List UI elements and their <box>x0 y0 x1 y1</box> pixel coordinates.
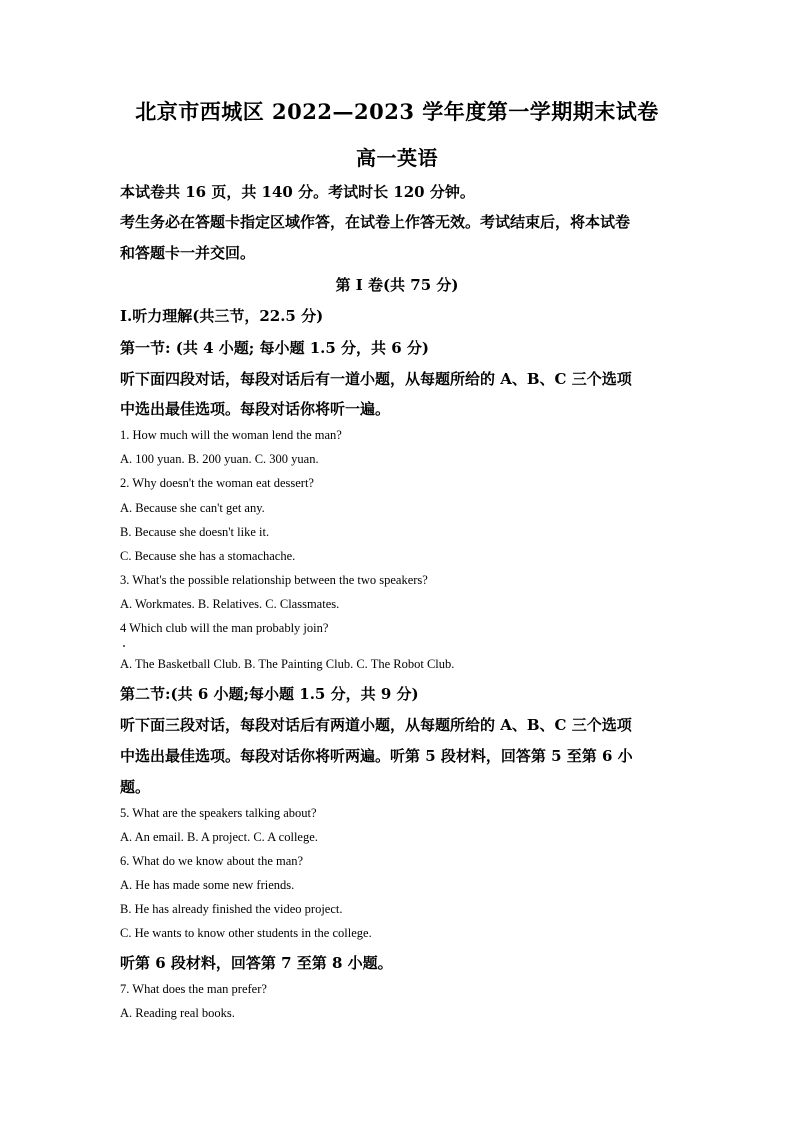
section1-instruction-2: 中选出最佳选项。每段对话你将听一遍。 <box>120 400 391 418</box>
question-2: 2. Why doesn't the woman eat dessert? <box>120 476 314 490</box>
question-6-option-b: B. He has already finished the video project. <box>120 902 343 916</box>
question-3: 3. What's the possible relationship between the two speakers? <box>120 573 428 587</box>
section2-heading: 第二节:(共 6 小题;每小题 1.5 分，共 9 分) <box>120 685 419 703</box>
question-2-option-c: C. Because she has a stomachache. <box>120 549 296 563</box>
question-4: 4 Which club will the man probably join? <box>120 621 329 635</box>
volume-label: 第 I 卷(共 75 分) <box>335 276 459 294</box>
section1-instruction-1: 听下面四段对话，每段对话后有一道小题，从每题所给的 A、B、C 三个选项 <box>120 370 632 388</box>
question-5: 5. What are the speakers talking about? <box>120 806 317 820</box>
question-1: 1. How much will the woman lend the man? <box>120 428 342 442</box>
part1-heading: Ⅰ.听力理解(共三节，22.5 分) <box>120 307 324 325</box>
intro-line-1: 本试卷共 16 页，共 140 分。考试时长 120 分钟。 <box>120 183 475 201</box>
exam-subject: 高一英语 <box>356 146 438 170</box>
question-2-option-a: A. Because she can't get any. <box>120 501 265 515</box>
question-6-option-a: A. He has made some new friends. <box>120 878 295 892</box>
section2-sub-instruction: 听第 6 段材料，回答第 7 至第 8 小题。 <box>120 954 393 972</box>
section1-heading: 第一节: (共 4 小题; 每小题 1.5 分，共 6 分) <box>120 339 430 357</box>
section2-instruction-2: 中选出最佳选项。每段对话你将听两遍。听第 5 段材料，回答第 5 至第 6 小 <box>120 747 633 765</box>
question-1-options: A. 100 yuan. B. 200 yuan. C. 300 yuan. <box>120 452 319 466</box>
question-4-options: A. The Basketball Club. B. The Painting Club. C. The Robot Club. <box>120 657 455 671</box>
stray-dot <box>123 645 125 647</box>
exam-title: 北京市西城区 2022—2023 学年度第一学期期末试卷 <box>135 99 659 124</box>
question-2-option-b: B. Because she doesn't like it. <box>120 525 270 539</box>
question-6: 6. What do we know about the man? <box>120 854 304 868</box>
question-3-options: A. Workmates. B. Relatives. C. Classmates. <box>120 597 340 611</box>
question-6-option-c: C. He wants to know other students in the college. <box>120 926 372 940</box>
intro-line-3: 和答题卡一并交回。 <box>120 244 256 262</box>
question-7-option-a: A. Reading real books. <box>120 1006 235 1020</box>
question-5-options: A. An email. B. A project. C. A college. <box>120 830 318 844</box>
section2-instruction-3: 题。 <box>120 778 151 796</box>
section2-instruction-1: 听下面三段对话，每段对话后有两道小题，从每题所给的 A、B、C 三个选项 <box>120 716 632 734</box>
intro-line-2: 考生务必在答题卡指定区域作答，在试卷上作答无效。考试结束后，将本试卷 <box>120 213 631 231</box>
question-7: 7. What does the man prefer? <box>120 982 267 996</box>
